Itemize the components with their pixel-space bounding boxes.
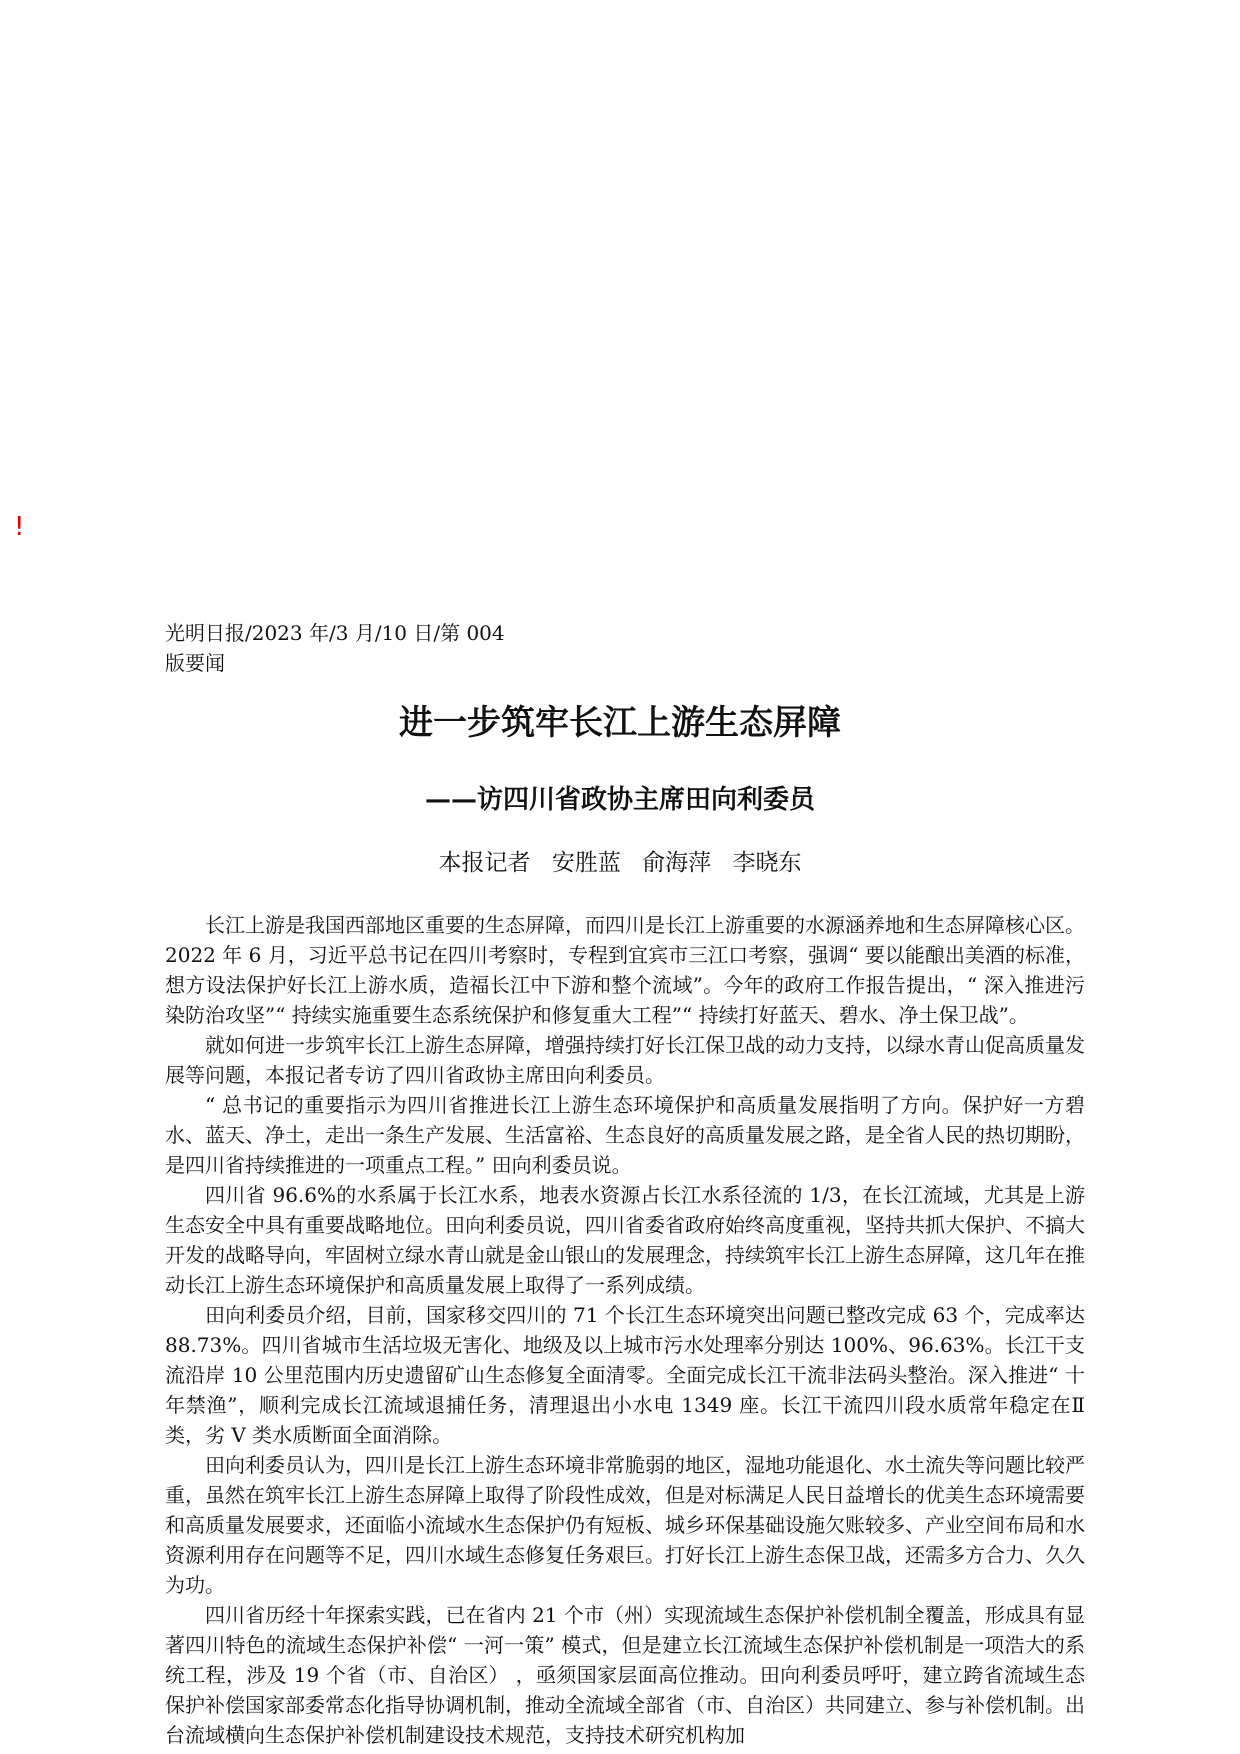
article-subtitle: ——访四川省政协主席田向利委员 <box>424 785 815 815</box>
article-paragraph: 四川省历经十年探索实践，已在省内 21 个市（州）实现流域生态保护补偿机制全覆盖，形成具有显著四川特色的流域生态保护补偿“ 一河一策” 模式，但是建立长江流域生态保护补偿机制是一项浩大的系统工程，涉及 19 个省（市、自治区） ，亟须国家层面高位推动。田向利委员呼吁，建立跨省流域生态保护补偿国家部委常态化指导协调机制，推动全流域全部省（市、自治区）共同建立、参与补偿机制。出台流域横向生态保护补偿机制建设技术规范，支持技术研究机构加 <box>165 1603 1085 1747</box>
article-paragraph: 田向利委员介绍，目前，国家移交四川的 71 个长江生态环境突出问题已整改完成 63 个，完成率达 88.73%。四川省城市生活垃圾无害化、地级及以上城市污水处理率分别达 100%、96.63%。长江干支流沿岸 10 公里范围内历史遗留矿山生态修复全面清零。全面完成长江干流非法码头整治。深入推进“ 十年禁渔”，顺利完成长江流域退捕任务，清理退出小水电 1349 座。长江干流四川段水质常年稳定在Ⅱ类，劣 V 类水质断面全面消除。 <box>165 1303 1085 1447</box>
source-line-2: 版要闻 <box>165 651 225 675</box>
article-paragraph: 四川省 96.6%的水系属于长江水系，地表水资源占长江水系径流的 1/3，在长江流域，尤其是上游生态安全中具有重要战略地位。田向利委员说，四川省委省政府始终高度重视，坚持共抓大保护、不搞大开发的战略导向，牢固树立绿水青山就是金山银山的发展理念，持续筑牢长江上游生态屏障，这几年在推动长江上游生态环境保护和高质量发展上取得了一系列成绩。 <box>165 1183 1085 1297</box>
article-paragraph: 就如何进一步筑牢长江上游生态屏障，增强持续打好长江保卫战的动力支持，以绿水青山促高质量发展等问题，本报记者专访了四川省政协主席田向利委员。 <box>165 1033 1085 1087</box>
article-byline: 本报记者 安胜蓝 俞海萍 李晓东 <box>438 850 802 876</box>
publication-source <box>165 618 525 678</box>
article-title: 进一步筑牢长江上游生态屏障 <box>399 703 841 743</box>
source-line-1: 光明日报/2023 年/3 月/10 日/第 004 <box>165 621 505 645</box>
article-paragraph: 长江上游是我国西部地区重要的生态屏障，而四川是长江上游重要的水源涵养地和生态屏障核心区。2022 年 6 月，习近平总书记在四川考察时，专程到宜宾市三江口考察，强调“ 要以能酿出美酒的标准，想方设法保护好长江上游水质，造福长江中下游和整个流域”。今年的政府工作报告提出，“ 深入推进污染防治攻坚”“ 持续实施重要生态系统保护和修复重大工程”“ 持续打好蓝天、碧水、净土保卫战”。 <box>165 913 1085 1027</box>
article-paragraph: “ 总书记的重要指示为四川省推进长江上游生态环境保护和高质量发展指明了方向。保护好一方碧水、蓝天、净土，走出一条生产发展、生活富裕、生态良好的高质量发展之路，是全省人民的热切期盼，是四川省持续推进的一项重点工程。” 田向利委员说。 <box>165 1093 1085 1177</box>
article-paragraph: 田向利委员认为，四川是长江上游生态环境非常脆弱的地区，湿地功能退化、水土流失等问题比较严重，虽然在筑牢长江上游生态屏障上取得了阶段性成效，但是对标满足人民日益增长的优美生态环境需要和高质量发展要求，还面临小流域水生态保护仍有短板、城乡环保基础设施欠账较多、产业空间布局和水资源利用存在问题等不足，四川水域生态修复任务艰巨。打好长江上游生态保卫战，还需多方合力、久久为功。 <box>165 1453 1085 1597</box>
red-exclamation-mark: ! <box>14 512 25 542</box>
article-body <box>165 910 1085 1750</box>
